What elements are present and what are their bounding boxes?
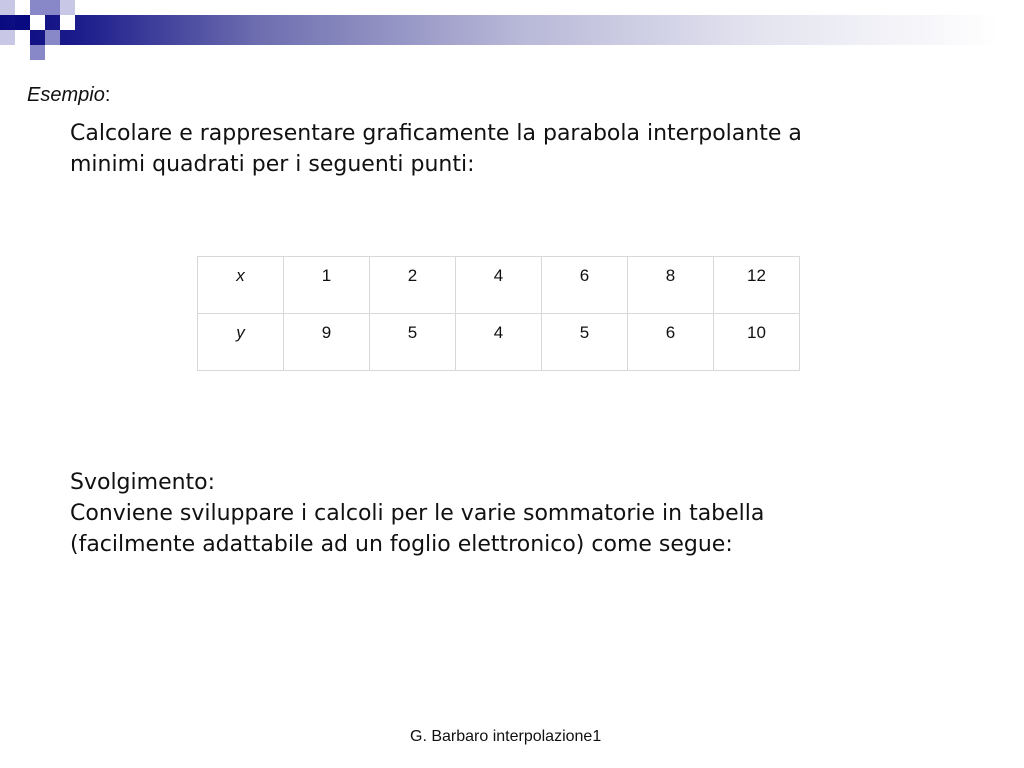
deco-square [15, 30, 30, 45]
intro-paragraph [70, 118, 970, 180]
solution-paragraph [70, 467, 970, 560]
table-row-y [198, 314, 800, 371]
header-gradient-band [0, 15, 1024, 45]
table-cell: 4 [456, 314, 542, 371]
solution-line-2: (facilmente adattabile ad un foglio elettronico) come segue: [70, 532, 733, 557]
deco-square [30, 45, 45, 60]
deco-square [45, 0, 60, 15]
intro-line-2: minimi quadrati per i seguenti punti: [70, 152, 475, 177]
deco-square [0, 0, 15, 15]
table-cell: 4 [456, 257, 542, 314]
table-cell: 2 [370, 257, 456, 314]
table-cell: 5 [542, 314, 628, 371]
deco-square [15, 15, 30, 30]
row-header-y: y [198, 314, 284, 371]
solution-heading: Svolgimento: [70, 470, 216, 495]
table-cell: 12 [714, 257, 800, 314]
table-cell: 5 [370, 314, 456, 371]
deco-square [60, 15, 75, 30]
table-cell: 1 [284, 257, 370, 314]
table-cell: 8 [628, 257, 714, 314]
example-label-text: Esempio [27, 84, 105, 106]
points-table [197, 256, 800, 371]
deco-square [30, 0, 45, 15]
example-label [27, 84, 110, 107]
intro-line-1: Calcolare e rappresentare graficamente la parabola interpolante a [70, 121, 802, 146]
deco-square [60, 0, 75, 15]
table-cell: 6 [628, 314, 714, 371]
table-cell: 6 [542, 257, 628, 314]
table-row-x [198, 257, 800, 314]
example-label-colon: : [104, 84, 111, 106]
row-header-x: x [198, 257, 284, 314]
deco-square [30, 15, 45, 30]
solution-line-1: Conviene sviluppare i calcoli per le varie sommatorie in tabella [70, 501, 765, 526]
slide-footer: G. Barbaro interpolazione1 [410, 728, 602, 745]
deco-square [0, 30, 15, 45]
table-cell: 9 [284, 314, 370, 371]
deco-square [45, 30, 60, 45]
table-cell: 10 [714, 314, 800, 371]
